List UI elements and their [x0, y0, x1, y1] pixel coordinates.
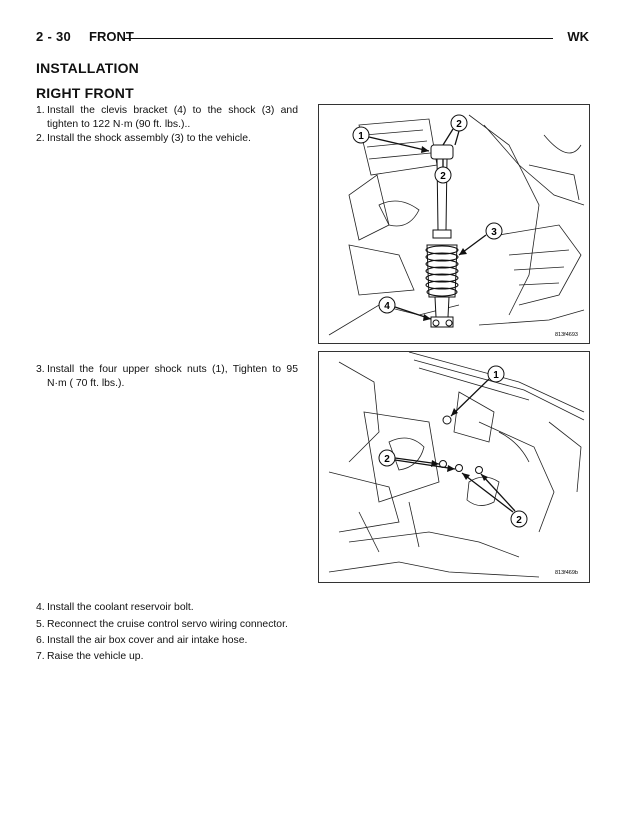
callout-3	[459, 223, 502, 255]
step-5	[36, 618, 326, 632]
figure-shock-assembly	[318, 104, 590, 344]
heading-installation: INSTALLATION	[36, 60, 139, 76]
step-number: 1.	[36, 105, 45, 116]
step-1	[36, 104, 298, 131]
figure-code: 813f4693	[555, 332, 578, 338]
page-header	[36, 29, 589, 45]
heading-right-front: RIGHT FRONT	[36, 85, 134, 101]
svg-text:3: 3	[491, 227, 497, 238]
step-text: Install the air box cover and air intake hose.	[47, 635, 248, 646]
step-number: 2.	[36, 133, 45, 144]
svg-text:2: 2	[456, 119, 462, 130]
step-number: 4.	[36, 602, 45, 613]
step-text: Raise the vehicle up.	[47, 651, 144, 662]
svg-text:2: 2	[440, 171, 446, 182]
svg-text:1: 1	[358, 131, 364, 142]
step-number: 3.	[36, 364, 45, 375]
step-number: 6.	[36, 635, 45, 646]
svg-text:2: 2	[384, 454, 390, 465]
step-number: 7.	[36, 651, 45, 662]
step-number: 5.	[36, 619, 45, 630]
figure-code: 813f469b	[555, 570, 578, 576]
step-6	[36, 634, 298, 648]
upper-shock-nuts-illustration	[319, 352, 589, 582]
shock-assembly-illustration	[319, 105, 589, 343]
step-text: Install the coolant reservoir bolt.	[47, 602, 194, 613]
callout-2-top	[443, 115, 467, 145]
step-text: Install the clevis bracket (4) to the shock (3) and tighten to 122 N·m (90 ft. lbs.)..	[47, 105, 298, 130]
callout-4	[379, 297, 431, 321]
figure-upper-shock-nuts	[318, 351, 590, 583]
svg-text:4: 4	[384, 301, 390, 312]
step-text: Install the shock assembly (3) to the vehicle.	[47, 133, 251, 144]
step-text: Reconnect the cruise control servo wiring connector.	[47, 619, 288, 630]
header-rule	[125, 38, 553, 39]
svg-text:2: 2	[516, 515, 522, 526]
model-code: WK	[567, 29, 589, 44]
callout-1	[451, 366, 504, 416]
step-text: Install the four upper shock nuts (1), Tighten to 95 N·m ( 70 ft. lbs.).	[47, 364, 298, 389]
step-7	[36, 650, 298, 664]
step-2	[36, 132, 298, 146]
svg-text:1: 1	[493, 370, 499, 381]
step-3	[36, 363, 298, 390]
page-number: 2 - 30	[36, 29, 72, 44]
step-4	[36, 601, 298, 615]
section-name: FRONT	[89, 29, 134, 44]
